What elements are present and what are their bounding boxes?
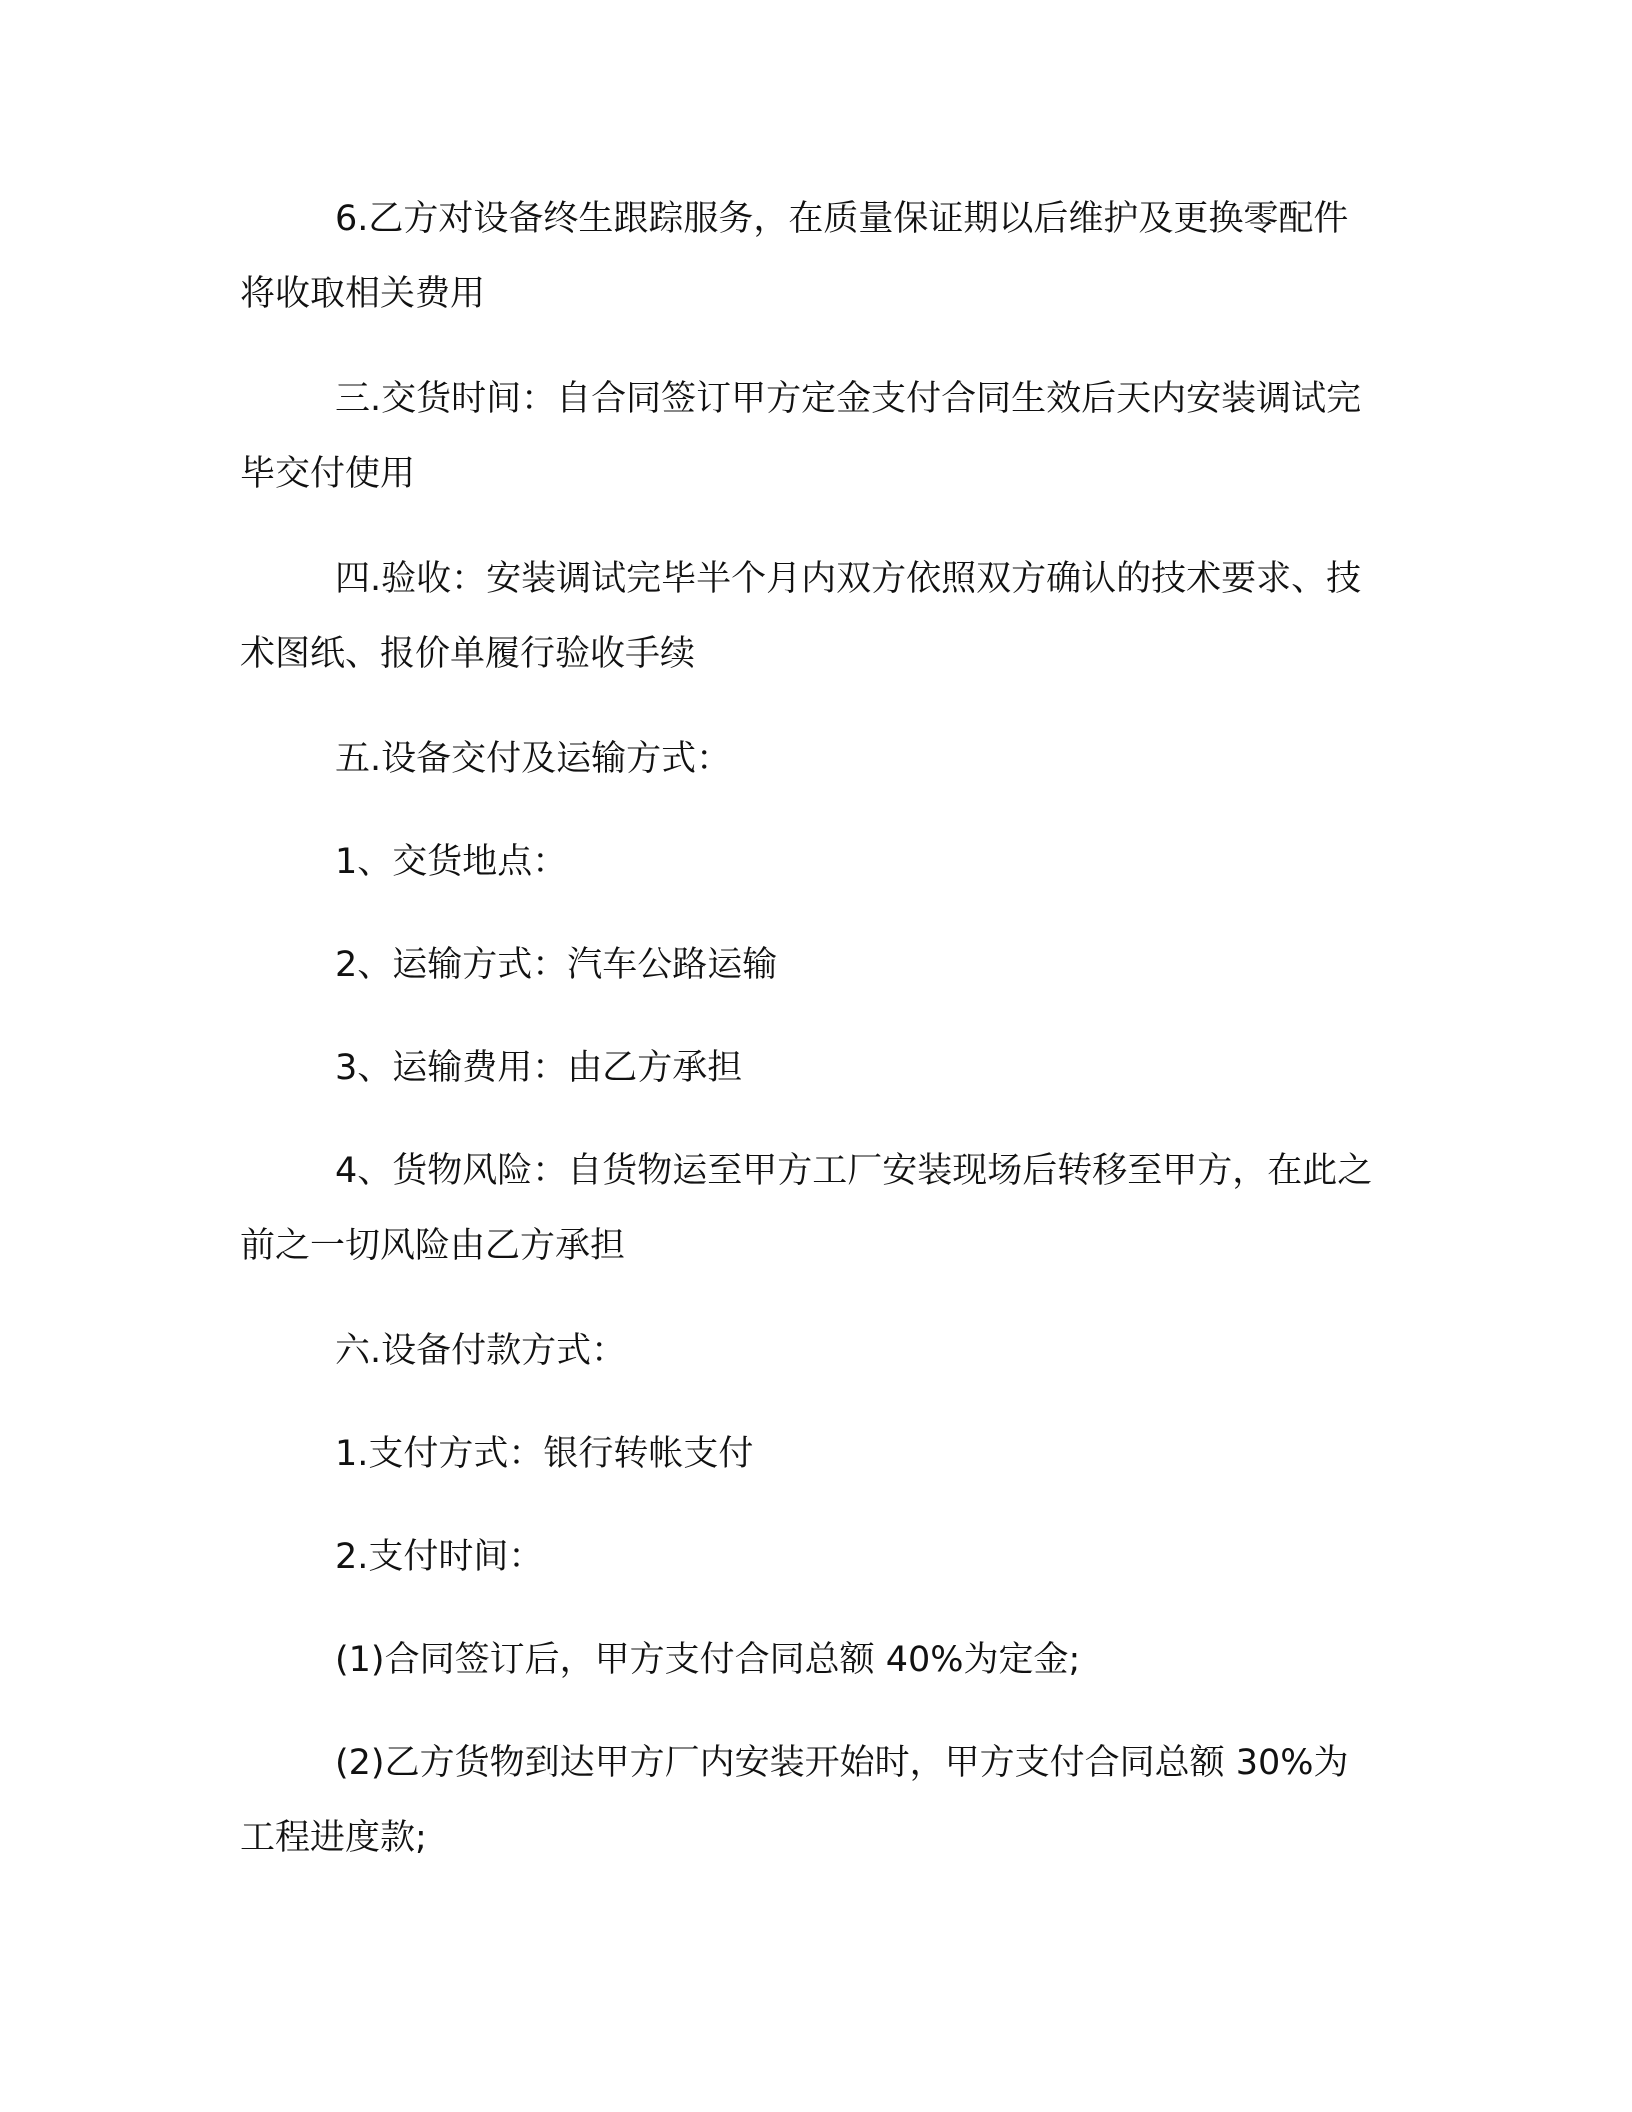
paragraph-transport-cost: 3、运输费用：由乙方承担 <box>335 1048 743 1088</box>
heading-payment: 六.设备付款方式： <box>335 1331 627 1371</box>
paragraph-service: 6.乙方对设备终生跟踪服务，在质量保证期以后维护及更换零配件将收取相关费用 <box>240 199 1349 314</box>
paragraph-payment-progress: (2)乙方货物到达甲方厂内安装开始时，甲方支付合同总额 30%为工程进度款; <box>240 1743 1349 1858</box>
paragraph-acceptance: 四.验收：安装调试完毕半个月内双方依照双方确认的技术要求、技术图纸、报价单履行验收手续 <box>240 559 1362 674</box>
paragraph-goods-risk: 4、货物风险：自货物运至甲方工厂安装现场后转移至甲方，在此之前之一切风险由乙方承担 <box>240 1151 1373 1266</box>
paragraph-delivery-time: 三.交货时间：自合同签订甲方定金支付合同生效后天内安装调试完毕交付使用 <box>240 379 1362 494</box>
paragraph-transport-method: 2、运输方式：汽车公路运输 <box>335 945 778 985</box>
paragraph-payment-method: 1.支付方式：银行转帐支付 <box>335 1434 754 1474</box>
heading-delivery-transport: 五.设备交付及运输方式： <box>335 739 732 779</box>
paragraph-payment-time: 2.支付时间： <box>335 1537 544 1577</box>
paragraph-delivery-location: 1、交货地点： <box>335 842 568 882</box>
paragraph-payment-deposit: (1)合同签订后，甲方支付合同总额 40%为定金; <box>335 1640 1081 1680</box>
